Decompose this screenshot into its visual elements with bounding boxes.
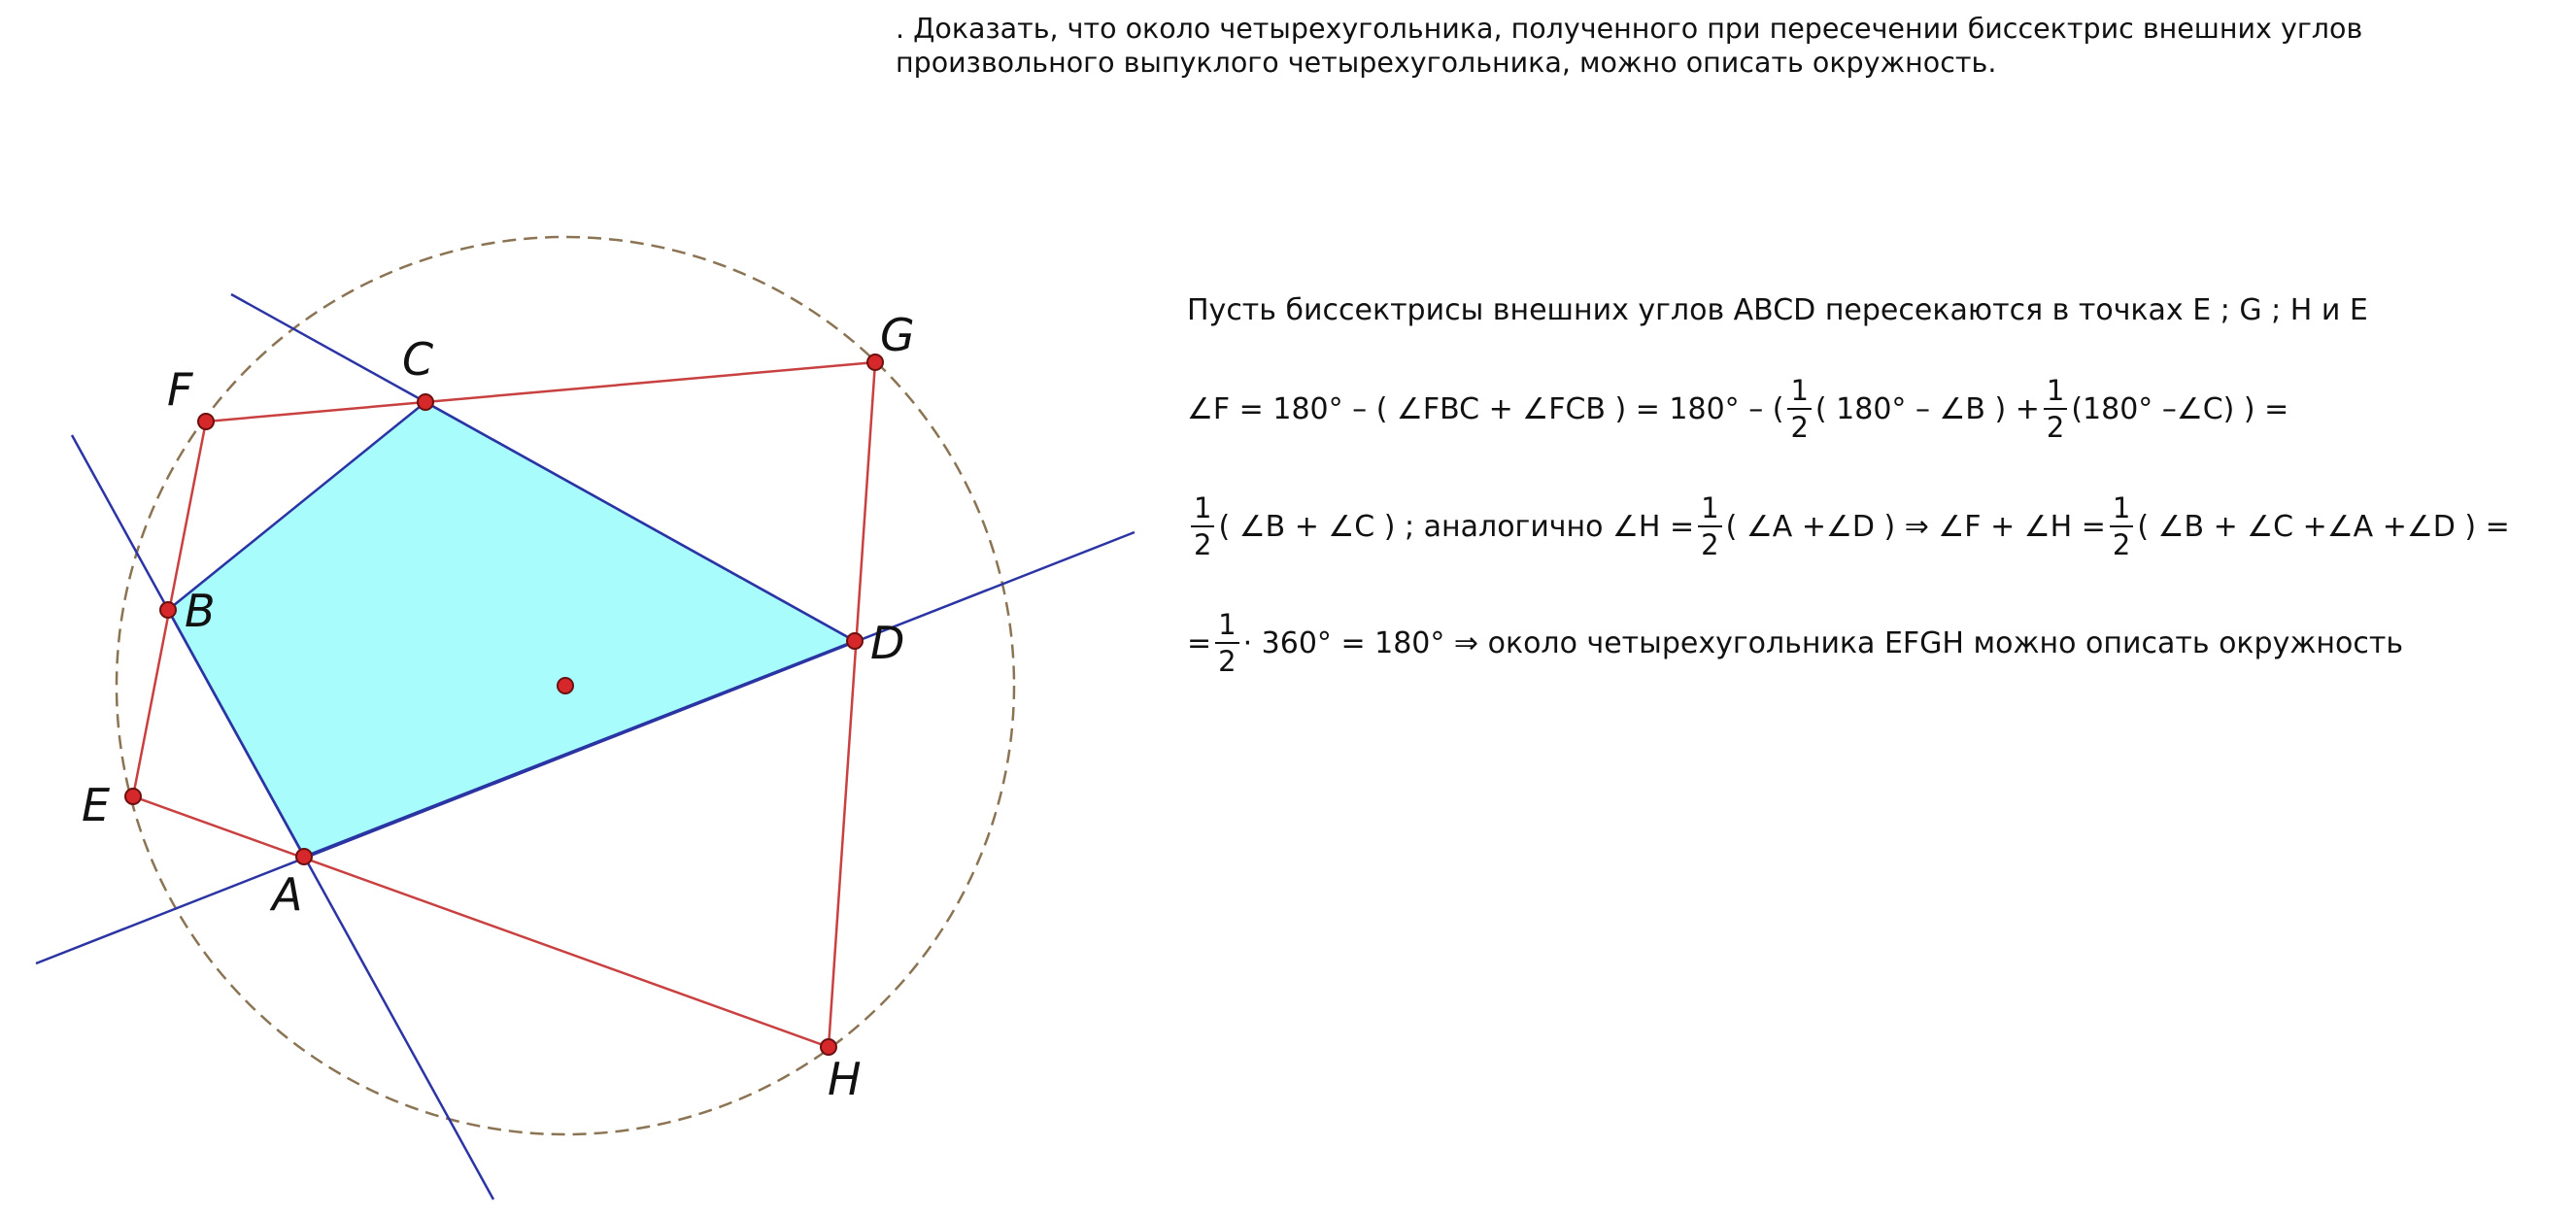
label-f: F [167, 363, 193, 416]
label-d: D [870, 617, 905, 669]
fraction-half: $\frac{1}{2}$ [1191, 490, 1214, 562]
proof-line-1 [1187, 293, 2368, 327]
proof-text-2b: ( 180° – ∠B ) + [1814, 391, 2040, 426]
point-c[interactable] [418, 394, 433, 410]
proof-line-3 [1187, 490, 2510, 562]
fraction-half: $\frac{1}{2}$ [2044, 373, 2067, 445]
proof-text-4a: = [1187, 625, 1212, 660]
circle-center-point [558, 678, 573, 693]
proof-text-2a: ∠F = 180° – ( ∠FBC + ∠FCB ) = 180° – ( [1187, 391, 1784, 426]
proof-text-3a: ( ∠B + ∠C ) ; аналогично ∠H = [1218, 509, 1695, 544]
fraction-half: $\frac{1}{2}$ [1787, 373, 1811, 445]
label-e: E [82, 779, 111, 831]
fraction-half: $\frac{1}{2}$ [2110, 490, 2133, 562]
label-a: A [272, 868, 303, 921]
label-g: G [880, 309, 915, 361]
point-a[interactable] [296, 849, 312, 864]
point-b[interactable] [160, 602, 176, 618]
proof-text-1: Пусть биссектрисы внешних углов ABCD пересекаются в точках E ; G ; H и E [1187, 293, 2368, 327]
label-c: C [402, 333, 434, 386]
proof-text-3b: ( ∠A +∠D ) ⇒ ∠F + ∠H = [1725, 509, 2106, 544]
proof-text-4b: · 360° = 180° ⇒ около четырехугольника EFGH можно описать окружность [1242, 625, 2403, 660]
proof-text-2c: (180° –∠C) ) = [2071, 391, 2289, 426]
label-b: B [185, 585, 216, 637]
quadrilateral-abcd [168, 402, 855, 857]
fraction-half: $\frac{1}{2}$ [1215, 607, 1238, 679]
point-f[interactable] [198, 414, 214, 429]
proof-line-2 [1187, 373, 2288, 445]
fraction-half: $\frac{1}{2}$ [1698, 490, 1721, 562]
problem-statement [896, 12, 2362, 80]
line-bc-extended [231, 294, 425, 402]
point-e[interactable] [125, 789, 141, 804]
problem-line-2: произвольного выпуклого четырехугольника, можно описать окружность. [896, 47, 1997, 79]
proof-line-4 [1187, 607, 2403, 679]
label-h: H [828, 1053, 862, 1105]
problem-line-1: . Доказать, что около четырехугольника, полученного при пересечении биссектрис внешних углов [896, 13, 2363, 45]
proof-text-3c: ( ∠B + ∠C +∠A +∠D ) = [2137, 509, 2510, 544]
point-d[interactable] [847, 633, 863, 649]
